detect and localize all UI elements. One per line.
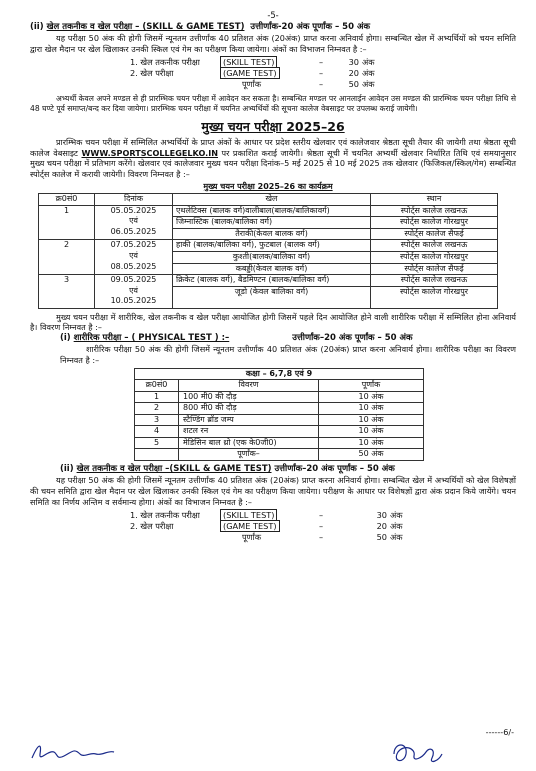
marks-test: (GAME TEST) — [220, 520, 280, 532]
marks-dash: – — [318, 56, 324, 67]
date-cell — [95, 240, 173, 275]
physical-test-body: शारीरिक परीक्षा 50 अंक की होगी जिसमें न्यूनतम उत्तीर्णांक 40 प्रतिशत अंक (20अंक) प्राप्त करना अनिवार्य होगा। शारीरिक परीक्षा का विवरण निम्नवत है :– — [60, 344, 516, 365]
marks-total-row — [130, 79, 516, 90]
game-cell: जिम्नास्टिक (बालक/बालिका वर्ग) — [173, 217, 371, 229]
marks-value: 20 — [348, 67, 359, 78]
marks-unit: अंक — [362, 67, 375, 78]
serial-number: 5 — [135, 437, 179, 449]
skill-test-heading-2 — [60, 464, 516, 475]
marks-total-label: पूर्णांक — [242, 532, 261, 543]
date-cell — [95, 275, 173, 309]
marks-test: (SKILL TEST) — [220, 509, 277, 521]
table-row — [39, 275, 498, 287]
marks-unit: अंक — [390, 532, 403, 543]
marks-unit: अंक — [390, 510, 403, 521]
total-row — [135, 449, 424, 461]
date-from: 09.05.2025 — [110, 275, 157, 285]
marks-total-row — [130, 532, 516, 543]
signature-right-icon — [386, 734, 446, 768]
place-cell: स्पोर्ट्स कालेज गोरखपुर — [371, 286, 498, 308]
col-header: पूर्णांक — [319, 380, 424, 392]
game-cell: जूडो (केवल बालिका वर्ग) — [173, 286, 371, 308]
serial-number: 3 — [39, 275, 95, 309]
table-row — [135, 437, 424, 449]
physical-header-row — [135, 380, 424, 392]
total-value: 50 अंक — [319, 449, 424, 461]
marks-dash: – — [318, 510, 324, 521]
game-cell: क्रिकेट (बालक वर्ग), बैडमिण्टन (बालक/बालिका वर्ग) — [173, 275, 371, 287]
marks-value: 30 — [376, 510, 387, 521]
skill-test-heading — [30, 22, 516, 33]
heading-marks: उत्तीर्णांक–20 अंक पूर्णांक – 50 अंक — [274, 463, 395, 474]
date-and: एवं — [129, 216, 138, 226]
serial-number: 1 — [135, 391, 179, 403]
place-cell: स्पोर्ट्स कालेज लखनऊ — [371, 205, 498, 217]
test-marks: 10 अंक — [319, 391, 424, 403]
table-row — [135, 391, 424, 403]
place-cell: स्पोर्ट्स कालेज सैफई — [371, 228, 498, 240]
table-row — [39, 240, 498, 252]
marks-row — [130, 521, 516, 532]
heading-title: खेल तकनीक व खेल परीक्षा –(SKILL & GAME TEST) — [76, 463, 272, 474]
test-description: 800 मी0 की दौड़ — [179, 403, 319, 415]
test-marks: 10 अंक — [319, 426, 424, 438]
col-header: क्र0सं0 — [135, 380, 179, 392]
table-row — [135, 414, 424, 426]
col-header: क्र0सं0 — [39, 194, 95, 206]
game-cell: कबड्डी(केवल बालक वर्ग) — [173, 263, 371, 275]
physical-test-heading — [60, 333, 516, 344]
main-selection-body — [30, 137, 516, 180]
serial-number: 3 — [135, 414, 179, 426]
marks-value: 50 — [348, 78, 359, 89]
marks-dash: – — [318, 532, 324, 543]
marks-dash: – — [318, 78, 324, 89]
date-and: एवं — [129, 251, 138, 261]
date-to: 08.05.2025 — [110, 261, 157, 271]
date-from: 05.05.2025 — [110, 205, 157, 215]
heading-number: (i) — [60, 333, 71, 343]
game-cell: एथलेटिक्स (बालक वर्ग)वालीबाल(बालक/बालिकावर्ग) — [173, 205, 371, 217]
marks-name: 1. खेल तकनीक परीक्षा — [130, 56, 200, 67]
class-label: कक्षा – 6,7,8 एवं 9 — [135, 368, 424, 380]
test-description: मेडिसिन बाल थ्रो (एक के0जी0) — [179, 437, 319, 449]
main-selection-text: पर प्रकाशित कराई जायेगी। श्रेष्ठता सूची में चयनित अभ्यर्थी खेलवार निर्धारित तिथि एवं समयानुसार मुख्य चयन परीक्षा में प्रतिभाग करेंगे। खेलवार एवं कालेजवार मुख्य चयन परीक्षा दिनांक–5 मई 2025 से 10 मई 2025 तक खेलवार (फिजिकल/स्किल/गेम) सम्बन्धित स्पोर्ट्स कालेज में करायी जायेगी। विवरण निम्नवत है :– — [30, 147, 517, 180]
col-header: दिनांक — [95, 194, 173, 206]
schedule-header-row — [39, 194, 498, 206]
test-marks: 10 अंक — [319, 437, 424, 449]
physical-test-table — [134, 368, 424, 461]
marks-row — [130, 510, 516, 521]
marks-dash: – — [318, 67, 324, 78]
heading-title: शारीरिक परीक्षा – ( PHYSICAL TEST ) :– — [73, 333, 230, 343]
serial-number: 2 — [135, 403, 179, 415]
main-selection-text: प्रारम्भिक चयन परीक्षा में सम्मिलित अभ्यर्थियों के प्राप्त अंकों के आधार पर प्रदेश स्तरीय खेलवार एवं कालेजवार श्रेष्ठता सूची तैयार की जायेगी तथा श्रेष्ठता सूची कालेज वेबसाइट — [30, 137, 516, 158]
table-row — [135, 426, 424, 438]
date-to: 06.05.2025 — [110, 226, 157, 236]
game-cell: हाकी (बालक/बालिका वर्ग), फुटबाल (बालक वर्ग) — [173, 240, 371, 252]
heading-title: खेल तकनीक व खेल परीक्षा – (SKILL & GAME TEST) — [46, 22, 245, 32]
place-cell: स्पोर्ट्स कालेज सैफई — [371, 263, 498, 275]
serial-number: 1 — [39, 205, 95, 240]
heading-number: (ii) — [30, 22, 44, 32]
marks-name: 1. खेल तकनीक परीक्षा — [130, 510, 200, 521]
marks-dash: – — [318, 521, 324, 532]
col-header: स्थान — [371, 194, 498, 206]
date-to: 10.05.2025 — [110, 296, 157, 306]
marks-row — [130, 57, 516, 68]
marks-test: (SKILL TEST) — [220, 56, 277, 68]
test-description: स्टैण्डिंग ब्रॉड जम्प — [179, 414, 319, 426]
skill-test-body: यह परीक्षा 50 अंक की होगी जिसमें न्यूनतम उत्तीर्णांक 40 प्रतिशत अंक (20अंक) प्राप्त करना अनिवार्य होगा। सम्बन्धित खेल में अभ्यर्थियों को चयन समिति द्वारा खेल मैदान पर खेल खिलाकर उनकी स्किल एवं गेम का परीक्षण किया जायेगा। अंकों का विभाजन निम्नवत है :– — [30, 33, 516, 54]
eligibility-note: अभ्यर्थी केवल अपने मण्डल से ही प्रारम्भिक चयन परीक्षा में आवेदन कर सकता है। सम्बन्धित मण्डल पर आनलाईन आवेदन उस मण्डल की प्रारम्भिक चयन परीक्षा तिथि से 48 घण्टे पूर्व समाप्त/बन्द कर दिया जायेगा। प्रारम्भिक चयन परीक्षा में चयनित अभ्यर्थियों की सूचना कालेज वेबसाइट पर उपलब्ध कराई जायेगी। — [30, 93, 516, 113]
schedule-table — [38, 182, 498, 309]
skill-test-body-2: यह परीक्षा 50 अंक की होगी जिसमें न्यूनतम उत्तीर्णांक 40 प्रतिशत अंक (20अंक) प्राप्त करना अनिवार्य होगा। सम्बन्धित खेल में अभ्यर्थियों को खेल विशेषज्ञों की चयन समिति द्वारा खेल मैदान पर खेल खिलाकर उनकी स्किल एवं गेम का परीक्षण किया जायेगा। परीक्षण के आधार पर विशेषज्ञों द्वारा अंक प्रदान किये जायेंगे। चयन समिति का निर्णय अन्तिम व सर्वमान्य होगा। अंकों का विभाजन निम्नवत है :– — [30, 475, 516, 507]
marks-value: 20 — [376, 521, 387, 532]
page-number: -5- — [267, 10, 279, 20]
place-cell: स्पोर्ट्स कालेज लखनऊ — [371, 275, 498, 287]
heading-marks: उत्तीर्णांक–20 अंक पूर्णांक – 50 अंक — [292, 333, 413, 343]
marks-total-label: पूर्णांक — [242, 78, 261, 89]
col-header: खेल — [173, 194, 371, 206]
test-description: शटल रन — [179, 426, 319, 438]
main-exam-note: मुख्य चयन परीक्षा में शारीरिक, खेल तकनीक व खेल परीक्षा आयोजित होगी जिसमें पहले दिन आयोजित होने वाली शारीरिक परीक्षा में सम्मिलित होना अनिवार्य है। विवरण निम्नवत है :– — [30, 311, 516, 333]
date-and: एवं — [129, 285, 138, 295]
total-label: पूर्णांक– — [179, 449, 319, 461]
col-header: विवरण — [179, 380, 319, 392]
place-cell: स्पोर्ट्स कालेज लखनऊ — [371, 240, 498, 252]
table-row — [135, 403, 424, 415]
table-row — [39, 205, 498, 217]
signature-left-icon — [28, 736, 118, 766]
date-from: 07.05.2025 — [110, 240, 157, 250]
marks-unit: अंक — [390, 521, 403, 532]
heading-number: (ii) — [60, 463, 74, 474]
marks-division-1 — [130, 57, 516, 90]
schedule-title: मुख्य चयन परीक्षा 2025–26 का कार्यक्रम — [203, 181, 333, 191]
serial-number: 4 — [135, 426, 179, 438]
heading-marks: उत्तीर्णांक-20 अंक पूर्णांक – 50 अंक — [250, 22, 370, 32]
marks-unit: अंक — [362, 78, 375, 89]
continued-marker: ------6/- — [485, 727, 514, 737]
marks-value: 30 — [348, 56, 359, 67]
marks-value: 50 — [376, 532, 387, 543]
marks-name: 2. खेल परीक्षा — [130, 67, 174, 78]
test-marks: 10 अंक — [319, 403, 424, 415]
test-description: 100 मी0 की दौड़ — [179, 391, 319, 403]
place-cell: स्पोर्ट्स कालेज गोरखपुर — [371, 252, 498, 264]
date-cell — [95, 205, 173, 240]
marks-name: 2. खेल परीक्षा — [130, 521, 174, 532]
game-cell: कुश्ती(बालक/बालिका वर्ग) — [173, 252, 371, 264]
place-cell: स्पोर्ट्स कालेज गोरखपुर — [371, 217, 498, 229]
game-cell: तैराकी(केवल बालक वर्ग) — [173, 228, 371, 240]
marks-test: (GAME TEST) — [220, 67, 280, 79]
test-marks: 10 अंक — [319, 414, 424, 426]
college-website: WWW.SPORTSCOLLEGELKO.IN — [81, 147, 219, 158]
marks-division-2 — [130, 510, 516, 543]
serial-number: 2 — [39, 240, 95, 275]
marks-row — [130, 68, 516, 79]
main-selection-title: मुख्य चयन परीक्षा 2025–26 — [201, 118, 345, 134]
marks-unit: अंक — [362, 56, 375, 67]
